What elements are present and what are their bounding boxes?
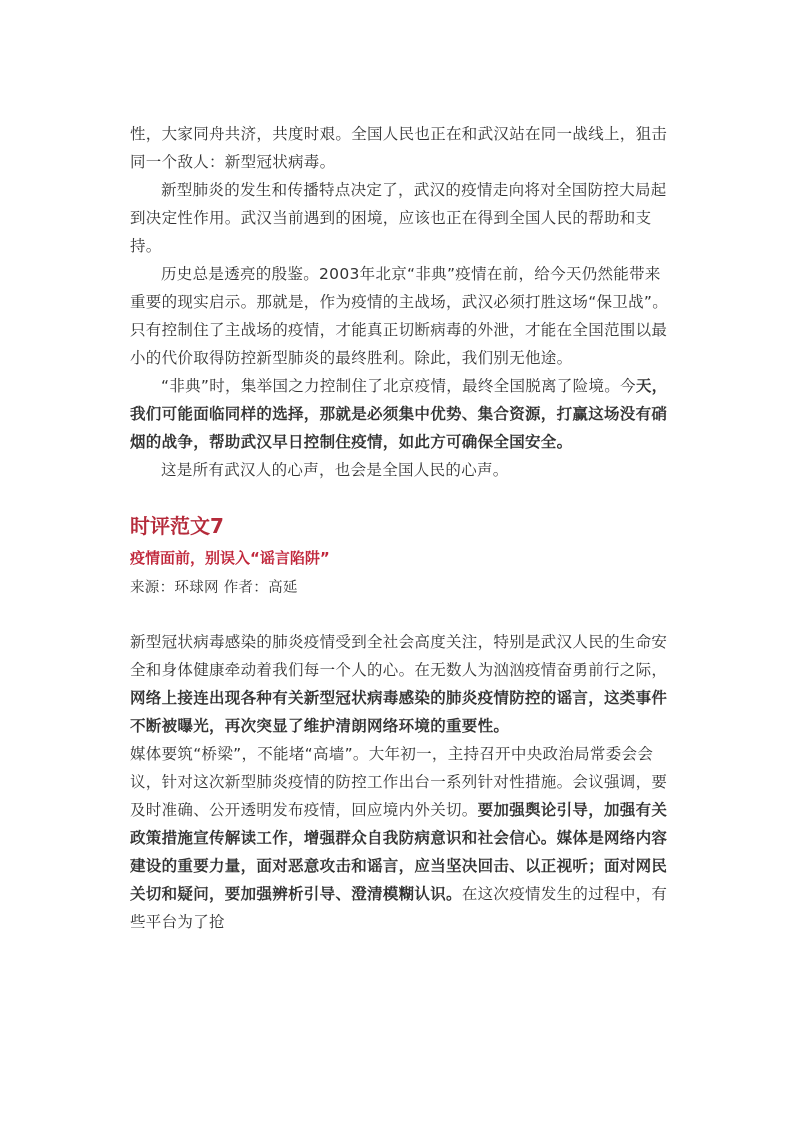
body-paragraph-2-emphasis: 要加强舆论引导，加强有关政策措施宣传解读工作，增强群众自我防病意识和社会信心。媒体是网络内容建设的重要力量，面对恶意攻击和谣言，应当坚决回击、以正视听；面对网民关切和疑问，要加强辨析引导、澄清模糊认识。 (130, 801, 668, 903)
paragraph-4-text: “非典”时，集举国之力控制住了北京疫情，最终全国脱离了险境。今 (161, 377, 636, 395)
body-paragraph-2-text: 媒体要筑“桥梁”，不能堵“高墙”。大年初一，主持召开中央政治局常委会会议，针对这次新型肺炎疫情的防控工作出台一系列针对性措施。会议强调，要及时准确、公开透明发布疫情，回应境内外关切。 (130, 745, 668, 819)
article-body (130, 628, 670, 936)
article-continuation (130, 120, 670, 484)
article-title: 疫情面前，别误入“谣言陷阱” (130, 549, 330, 567)
section-heading: 时评范文7 (130, 514, 224, 538)
paragraph-5: 这是所有武汉人的心声，也会是全国人民的心声。 (161, 461, 509, 479)
body-paragraph-2 (130, 740, 670, 936)
paragraph-3: 历史总是透亮的殷鉴。2003年北京“非典”疫情在前，给今天仍然能带来重要的现实启示。那就是，作为疫情的主战场，武汉必须打胜这场“保卫战”。只有控制住了主战场的疫情，才能真正切断病毒的外泄，才能在全国范围以最小的代价取得防控新型肺炎的最终胜利。除此，我们别无他途。 (130, 265, 669, 367)
paragraph-1: 性，大家同舟共济，共度时艰。全国人民也正在和武汉站在同一战线上，狙击同一个敌人：新型冠状病毒。 (130, 125, 668, 171)
paragraph-2: 新型肺炎的发生和传播特点决定了，武汉的疫情走向将对全国防控大局起到决定性作用。武汉当前遇到的困境，应该也正在得到全国人民的帮助和支持。 (130, 181, 667, 255)
body-paragraph-1-emphasis: 网络上接连出现各种有关新型冠状病毒感染的肺炎疫情防控的谣言，这类事件不断被曝光，再次突显了维护清朗网络环境的重要性。 (130, 689, 668, 735)
article-source: 来源：环球网 作者：高延 (130, 580, 298, 596)
body-paragraph-2-tail: 在这次疫情发生的过程中，有些平台为了抢 (130, 885, 668, 931)
body-paragraph-1 (130, 628, 670, 740)
body-paragraph-1-text: 新型冠状病毒感染的肺炎疫情受到全社会高度关注，特别是武汉人民的生命安全和身体健康牵动着我们每一个人的心。在无数人为汹汹疫情奋勇前行之际， (130, 633, 668, 679)
paragraph-4-emphasis: 天，我们可能面临同样的选择，那就是必须集中优势、集合资源，打赢这场没有硝烟的战争，帮助武汉早日控制住疫情，如此方可确保全国安全。 (130, 377, 668, 451)
paragraph-4 (130, 372, 670, 456)
